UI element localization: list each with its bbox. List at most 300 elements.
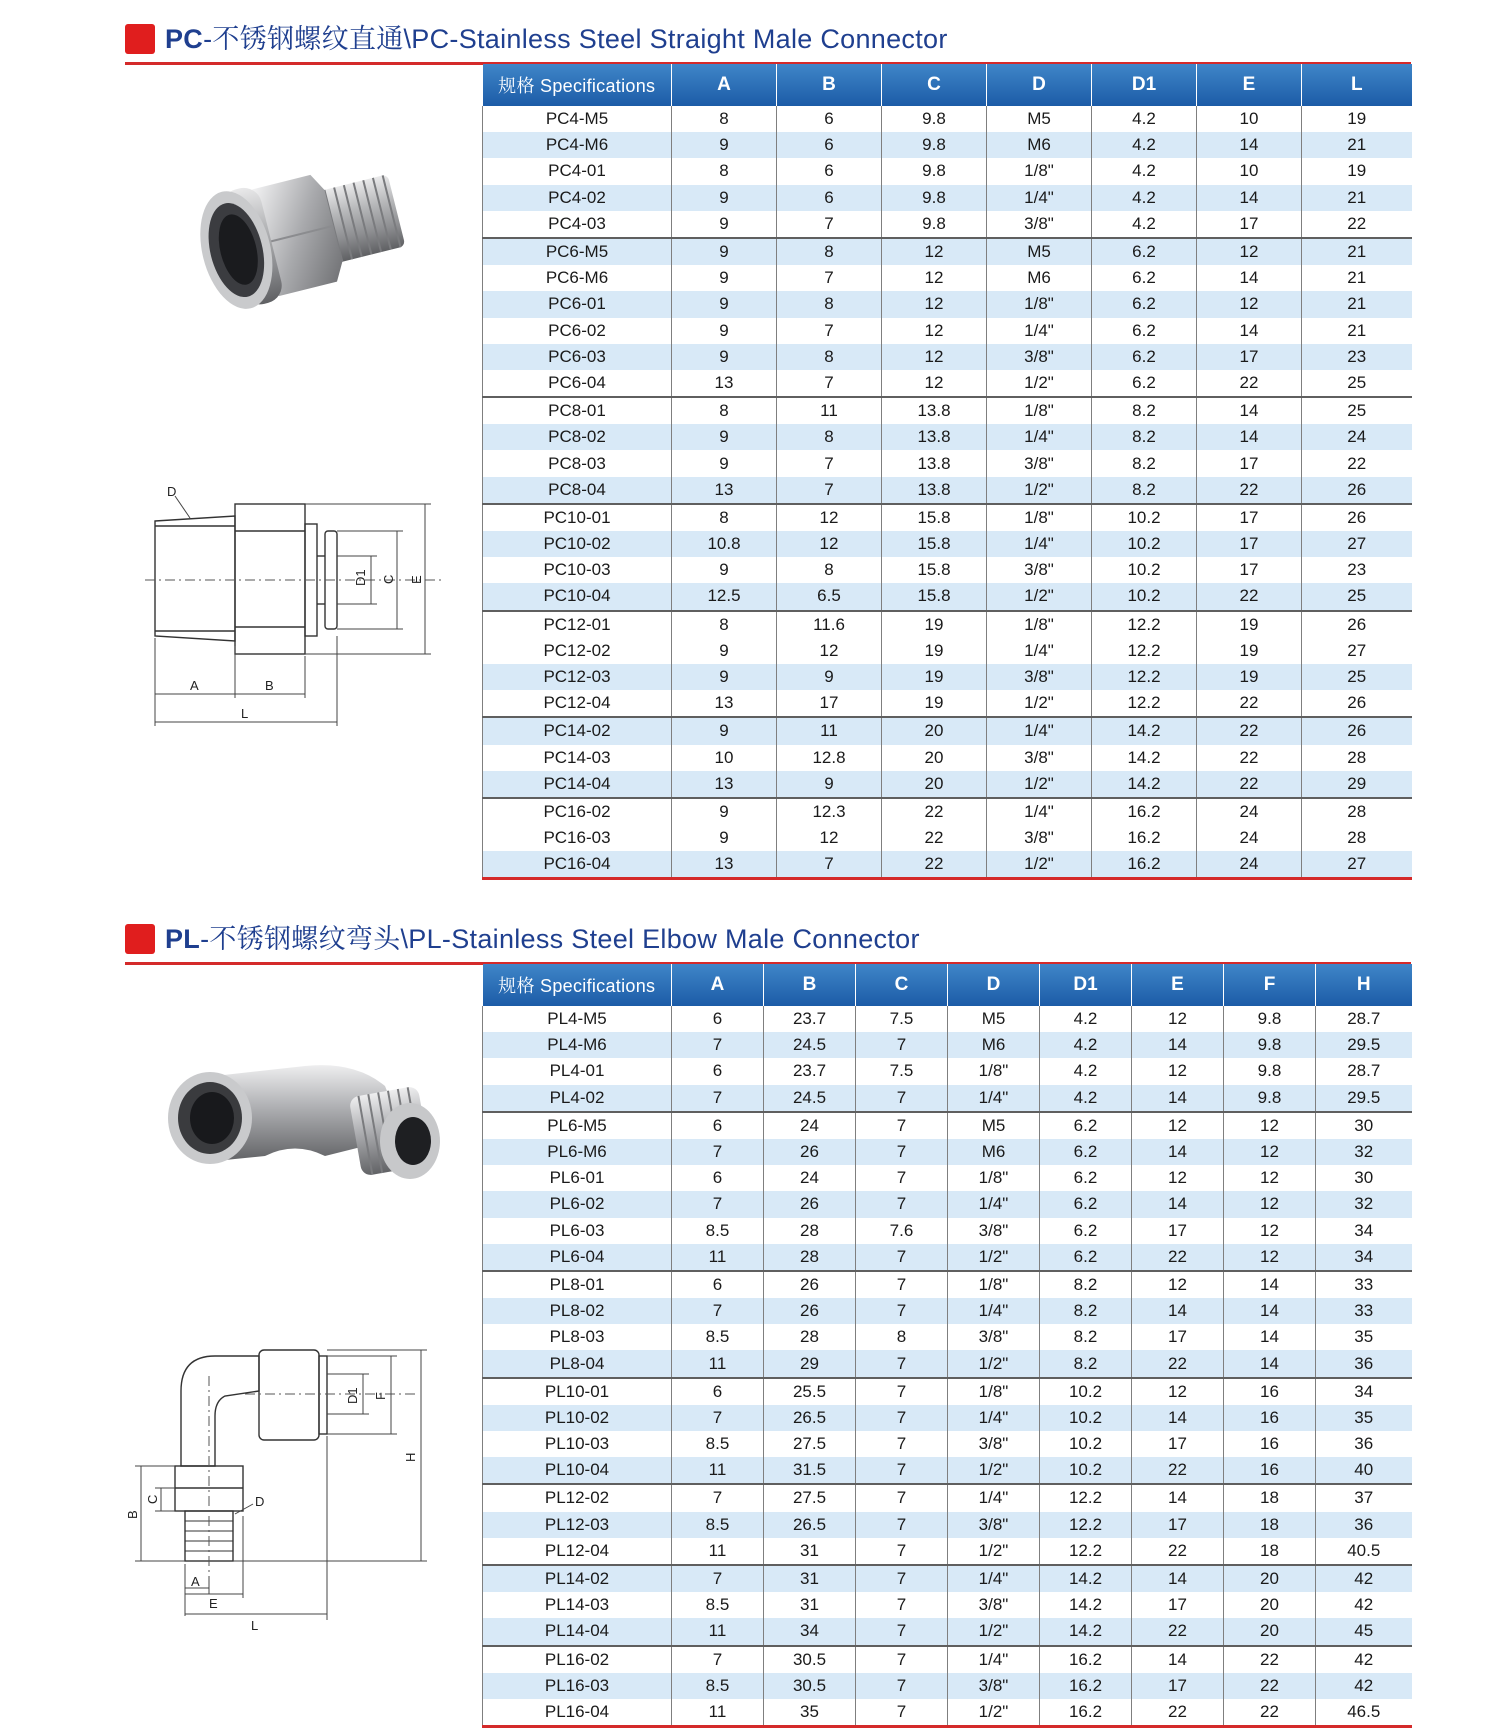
value-cell: 7	[672, 1405, 764, 1431]
pl-dim-label-d1: D1	[345, 1387, 360, 1404]
value-cell: 42	[1316, 1592, 1412, 1618]
value-cell: 9	[672, 132, 777, 158]
value-cell: 15.8	[882, 557, 987, 583]
model-cell: PC14-02	[483, 717, 672, 744]
value-cell: 22	[882, 798, 987, 825]
value-cell: 24.5	[764, 1085, 856, 1112]
value-cell: 21	[1302, 132, 1412, 158]
section-marker-icon	[125, 24, 155, 54]
value-cell: 20	[1224, 1592, 1316, 1618]
value-cell: 28	[764, 1218, 856, 1244]
value-cell: 30	[1316, 1112, 1412, 1139]
value-cell: 7	[777, 318, 882, 344]
value-cell: 12	[1132, 1165, 1224, 1191]
value-cell: M6	[948, 1139, 1040, 1165]
model-cell: PL16-04	[483, 1699, 672, 1727]
table-row	[483, 1618, 1412, 1645]
column-header-a: A	[672, 64, 777, 106]
pc-product-photo	[185, 156, 425, 316]
table-row	[483, 798, 1412, 825]
model-cell: PC10-01	[483, 504, 672, 531]
value-cell: 40	[1316, 1457, 1412, 1484]
value-cell: 22	[1197, 690, 1302, 717]
value-cell: 28.7	[1316, 1006, 1412, 1032]
value-cell: 7	[777, 477, 882, 504]
table-row	[483, 611, 1412, 638]
value-cell: 12	[1132, 1058, 1224, 1084]
value-cell: 17	[1132, 1218, 1224, 1244]
value-cell: 23.7	[764, 1006, 856, 1032]
value-cell: 42	[1316, 1673, 1412, 1699]
value-cell: M5	[987, 106, 1092, 132]
value-cell: 14	[1132, 1298, 1224, 1324]
model-cell: PL6-03	[483, 1218, 672, 1244]
column-header-spec: 规格 Specifications	[483, 964, 672, 1006]
value-cell: 19	[1302, 106, 1412, 132]
model-cell: PL4-M6	[483, 1032, 672, 1058]
column-header-d1: D1	[1040, 964, 1132, 1006]
value-cell: 7	[856, 1565, 948, 1592]
value-cell: 7	[672, 1191, 764, 1217]
value-cell: 1/4"	[987, 717, 1092, 744]
value-cell: 9	[672, 450, 777, 476]
pl-dim-label-e: E	[209, 1596, 218, 1611]
value-cell: 30	[1316, 1165, 1412, 1191]
value-cell: 6	[777, 132, 882, 158]
value-cell: 7	[672, 1139, 764, 1165]
value-cell: 7	[856, 1484, 948, 1511]
value-cell: 6	[672, 1378, 764, 1405]
table-row	[483, 825, 1412, 851]
column-header-h: H	[1316, 964, 1412, 1006]
value-cell: 12	[1132, 1378, 1224, 1405]
value-cell: 17	[1197, 344, 1302, 370]
model-cell: PC4-M5	[483, 106, 672, 132]
value-cell: 9	[777, 664, 882, 690]
value-cell: 4.2	[1092, 185, 1197, 211]
table-row	[483, 504, 1412, 531]
value-cell: 1/4"	[948, 1298, 1040, 1324]
pc-dim-label-d: D	[167, 484, 177, 499]
value-cell: 12	[777, 825, 882, 851]
value-cell: 6.2	[1040, 1191, 1132, 1217]
value-cell: 34	[1316, 1244, 1412, 1271]
value-cell: 1/8"	[987, 611, 1092, 638]
value-cell: 10.2	[1092, 557, 1197, 583]
pl-dim-label-h: H	[403, 1452, 418, 1462]
pl-section-header	[125, 918, 1411, 958]
table-row	[483, 477, 1412, 504]
value-cell: 6.2	[1092, 318, 1197, 344]
pc-title-text: -不锈钢螺纹直通\PC-Stainless Steel Straight Male Connector	[203, 24, 948, 54]
value-cell: 13	[672, 690, 777, 717]
model-cell: PC8-04	[483, 477, 672, 504]
value-cell: 42	[1316, 1565, 1412, 1592]
pl-table-body	[483, 1006, 1412, 1727]
value-cell: 22	[1224, 1673, 1316, 1699]
value-cell: 26.5	[764, 1512, 856, 1538]
value-cell: 25	[1302, 583, 1412, 610]
model-cell: PL6-M5	[483, 1112, 672, 1139]
value-cell: 28	[1302, 745, 1412, 771]
value-cell: 7	[777, 370, 882, 397]
model-cell: PC10-02	[483, 531, 672, 557]
pl-dimension-drawing	[125, 1336, 465, 1636]
value-cell: 8.2	[1040, 1350, 1132, 1377]
model-cell: PL6-04	[483, 1244, 672, 1271]
model-cell: PC6-02	[483, 318, 672, 344]
value-cell: 8.5	[672, 1324, 764, 1350]
table-row	[483, 397, 1412, 424]
table-row	[483, 1244, 1412, 1271]
value-cell: 34	[1316, 1378, 1412, 1405]
value-cell: 24	[1197, 798, 1302, 825]
pl-dim-label-a: A	[191, 1574, 200, 1589]
value-cell: 46.5	[1316, 1699, 1412, 1727]
column-header-spec: 规格 Specifications	[483, 64, 672, 106]
value-cell: 4.2	[1040, 1058, 1132, 1084]
column-header-d1: D1	[1092, 64, 1197, 106]
model-cell: PL14-02	[483, 1565, 672, 1592]
value-cell: 21	[1302, 185, 1412, 211]
value-cell: 7	[856, 1165, 948, 1191]
value-cell: 6.2	[1092, 344, 1197, 370]
value-cell: 6.2	[1040, 1165, 1132, 1191]
value-cell: 26	[1302, 611, 1412, 638]
value-cell: 22	[1132, 1618, 1224, 1645]
value-cell: 14	[1197, 397, 1302, 424]
value-cell: 12	[1224, 1165, 1316, 1191]
value-cell: 18	[1224, 1512, 1316, 1538]
value-cell: 23	[1302, 344, 1412, 370]
value-cell: 1/4"	[987, 638, 1092, 664]
value-cell: 9.8	[1224, 1058, 1316, 1084]
value-cell: 22	[882, 825, 987, 851]
value-cell: 12	[1197, 238, 1302, 265]
value-cell: 16	[1224, 1405, 1316, 1431]
pc-table-header	[483, 64, 1412, 106]
value-cell: 7	[856, 1618, 948, 1645]
pl-section	[125, 918, 1411, 1721]
value-cell: 9	[672, 291, 777, 317]
model-cell: PC12-04	[483, 690, 672, 717]
model-cell: PC12-03	[483, 664, 672, 690]
value-cell: 22	[1132, 1538, 1224, 1565]
value-cell: 9.8	[882, 132, 987, 158]
table-row	[483, 531, 1412, 557]
column-header-c: C	[856, 964, 948, 1006]
value-cell: 7	[856, 1298, 948, 1324]
value-cell: 7	[856, 1085, 948, 1112]
value-cell: 19	[882, 664, 987, 690]
value-cell: 20	[1224, 1618, 1316, 1645]
table-row	[483, 1431, 1412, 1457]
table-row	[483, 1646, 1412, 1673]
value-cell: 17	[1132, 1431, 1224, 1457]
value-cell: 22	[1132, 1699, 1224, 1727]
value-cell: 6	[672, 1058, 764, 1084]
value-cell: 7	[672, 1298, 764, 1324]
value-cell: 11.6	[777, 611, 882, 638]
value-cell: 1/8"	[948, 1165, 1040, 1191]
model-cell: PL14-03	[483, 1592, 672, 1618]
value-cell: 9	[777, 771, 882, 798]
value-cell: 12	[882, 265, 987, 291]
model-cell: PL4-M5	[483, 1006, 672, 1032]
table-row	[483, 318, 1412, 344]
value-cell: 19	[1302, 158, 1412, 184]
value-cell: 12	[777, 638, 882, 664]
value-cell: 14	[1197, 318, 1302, 344]
value-cell: 7	[672, 1646, 764, 1673]
value-cell: 10.2	[1040, 1405, 1132, 1431]
value-cell: 7	[856, 1350, 948, 1377]
value-cell: 11	[777, 397, 882, 424]
value-cell: 33	[1316, 1271, 1412, 1298]
column-header-e: E	[1197, 64, 1302, 106]
model-cell: PC12-01	[483, 611, 672, 638]
value-cell: M5	[948, 1112, 1040, 1139]
value-cell: 12.2	[1092, 611, 1197, 638]
model-cell: PL16-02	[483, 1646, 672, 1673]
pl-title-text: -不锈钢螺纹弯头\PL-Stainless Steel Elbow Male Connector	[200, 924, 920, 954]
value-cell: 12.3	[777, 798, 882, 825]
table-row	[483, 1538, 1412, 1565]
value-cell: 11	[672, 1538, 764, 1565]
value-cell: 9.8	[1224, 1032, 1316, 1058]
value-cell: 9	[672, 664, 777, 690]
value-cell: 15.8	[882, 504, 987, 531]
value-cell: 19	[1197, 664, 1302, 690]
pc-section	[125, 18, 1411, 878]
value-cell: 28.7	[1316, 1058, 1412, 1084]
value-cell: 1/2"	[948, 1618, 1040, 1645]
value-cell: 16.2	[1040, 1699, 1132, 1727]
pc-dim-label-b: B	[265, 678, 274, 693]
value-cell: 1/2"	[948, 1244, 1040, 1271]
value-cell: 4.2	[1040, 1032, 1132, 1058]
value-cell: 3/8"	[948, 1592, 1040, 1618]
value-cell: 7	[856, 1512, 948, 1538]
value-cell: 22	[1302, 450, 1412, 476]
value-cell: 27	[1302, 638, 1412, 664]
value-cell: 16	[1224, 1378, 1316, 1405]
value-cell: 31	[764, 1592, 856, 1618]
column-header-b: B	[764, 964, 856, 1006]
value-cell: 1/4"	[948, 1191, 1040, 1217]
value-cell: 7	[856, 1699, 948, 1727]
table-row	[483, 238, 1412, 265]
value-cell: 25.5	[764, 1378, 856, 1405]
value-cell: 22	[882, 851, 987, 879]
pl-illustrations	[125, 966, 481, 1716]
value-cell: 3/8"	[987, 557, 1092, 583]
model-cell: PC4-01	[483, 158, 672, 184]
value-cell: 8.5	[672, 1431, 764, 1457]
value-cell: 31	[764, 1538, 856, 1565]
table-row	[483, 557, 1412, 583]
table-row	[483, 291, 1412, 317]
value-cell: 19	[882, 690, 987, 717]
value-cell: 22	[1132, 1457, 1224, 1484]
value-cell: 12.8	[777, 745, 882, 771]
value-cell: 12	[882, 291, 987, 317]
value-cell: 8.5	[672, 1512, 764, 1538]
value-cell: 8.2	[1040, 1324, 1132, 1350]
table-row	[483, 1058, 1412, 1084]
value-cell: 1/2"	[987, 370, 1092, 397]
value-cell: 1/4"	[987, 424, 1092, 450]
value-cell: 14.2	[1040, 1565, 1132, 1592]
value-cell: M5	[948, 1006, 1040, 1032]
value-cell: 9	[672, 238, 777, 265]
table-row	[483, 211, 1412, 238]
table-row	[483, 1350, 1412, 1377]
model-cell: PC4-03	[483, 211, 672, 238]
value-cell: 18	[1224, 1538, 1316, 1565]
value-cell: 10	[672, 745, 777, 771]
value-cell: 24	[1197, 825, 1302, 851]
value-cell: 24	[1197, 851, 1302, 879]
value-cell: 12	[1197, 291, 1302, 317]
model-cell: PC14-03	[483, 745, 672, 771]
value-cell: 1/2"	[987, 477, 1092, 504]
value-cell: 7	[856, 1538, 948, 1565]
value-cell: 7	[856, 1191, 948, 1217]
value-cell: 7	[777, 265, 882, 291]
pl-section-title	[165, 922, 920, 956]
section-marker-icon	[125, 924, 155, 954]
value-cell: 19	[1197, 611, 1302, 638]
value-cell: 42	[1316, 1646, 1412, 1673]
value-cell: 3/8"	[987, 745, 1092, 771]
value-cell: 14	[1224, 1324, 1316, 1350]
value-cell: 1/4"	[948, 1646, 1040, 1673]
value-cell: 16.2	[1040, 1673, 1132, 1699]
value-cell: 6	[777, 158, 882, 184]
value-cell: 9.8	[1224, 1085, 1316, 1112]
table-row	[483, 771, 1412, 798]
value-cell: 7	[856, 1139, 948, 1165]
model-cell: PC16-03	[483, 825, 672, 851]
value-cell: 21	[1302, 318, 1412, 344]
value-cell: 12	[777, 531, 882, 557]
value-cell: 1/4"	[948, 1484, 1040, 1511]
value-cell: 17	[777, 690, 882, 717]
value-cell: 17	[1197, 211, 1302, 238]
value-cell: 8.5	[672, 1592, 764, 1618]
pc-dim-label-l: L	[241, 706, 249, 721]
value-cell: 11	[672, 1244, 764, 1271]
value-cell: 12	[882, 318, 987, 344]
value-cell: 4.2	[1092, 132, 1197, 158]
value-cell: 9.8	[882, 211, 987, 238]
value-cell: 6	[672, 1112, 764, 1139]
model-cell: PL10-04	[483, 1457, 672, 1484]
model-cell: PL6-M6	[483, 1139, 672, 1165]
value-cell: 10.2	[1092, 583, 1197, 610]
value-cell: 1/2"	[948, 1457, 1040, 1484]
table-row	[483, 1032, 1412, 1058]
value-cell: 22	[1197, 583, 1302, 610]
value-cell: 7.5	[856, 1006, 948, 1032]
value-cell: 24	[764, 1165, 856, 1191]
value-cell: 22	[1197, 717, 1302, 744]
table-row	[483, 1673, 1412, 1699]
value-cell: 3/8"	[948, 1673, 1040, 1699]
value-cell: 11	[672, 1618, 764, 1645]
value-cell: 15.8	[882, 583, 987, 610]
value-cell: 14	[1224, 1350, 1316, 1377]
value-cell: 25	[1302, 664, 1412, 690]
value-cell: 26	[1302, 504, 1412, 531]
value-cell: 26	[764, 1271, 856, 1298]
value-cell: 27.5	[764, 1484, 856, 1511]
table-row	[483, 1457, 1412, 1484]
value-cell: 28	[764, 1244, 856, 1271]
model-cell: PC6-01	[483, 291, 672, 317]
value-cell: 7	[856, 1112, 948, 1139]
value-cell: 3/8"	[948, 1218, 1040, 1244]
value-cell: 7	[856, 1673, 948, 1699]
value-cell: 26.5	[764, 1405, 856, 1431]
pl-dim-label-l: L	[251, 1618, 259, 1633]
value-cell: 6.2	[1040, 1244, 1132, 1271]
value-cell: 26	[764, 1139, 856, 1165]
value-cell: 8	[777, 238, 882, 265]
value-cell: 8.2	[1092, 424, 1197, 450]
value-cell: 22	[1302, 211, 1412, 238]
value-cell: 22	[1132, 1350, 1224, 1377]
value-cell: 12	[1224, 1218, 1316, 1244]
value-cell: 9	[672, 211, 777, 238]
table-row	[483, 1271, 1412, 1298]
value-cell: 16	[1224, 1431, 1316, 1457]
value-cell: 3/8"	[948, 1324, 1040, 1350]
value-cell: 12	[1224, 1191, 1316, 1217]
value-cell: 1/2"	[987, 851, 1092, 879]
value-cell: 4.2	[1040, 1006, 1132, 1032]
value-cell: 26	[1302, 690, 1412, 717]
value-cell: 3/8"	[987, 664, 1092, 690]
value-cell: 10	[1197, 106, 1302, 132]
value-cell: 7	[777, 211, 882, 238]
value-cell: 12	[882, 370, 987, 397]
table-row	[483, 1112, 1412, 1139]
value-cell: 7	[856, 1271, 948, 1298]
value-cell: 8.2	[1092, 477, 1197, 504]
value-cell: 9	[672, 265, 777, 291]
value-cell: 1/8"	[987, 504, 1092, 531]
value-cell: 34	[1316, 1218, 1412, 1244]
value-cell: 30.5	[764, 1646, 856, 1673]
value-cell: 27	[1302, 531, 1412, 557]
value-cell: 17	[1132, 1512, 1224, 1538]
value-cell: 31.5	[764, 1457, 856, 1484]
value-cell: 7	[856, 1244, 948, 1271]
value-cell: 9.8	[882, 158, 987, 184]
value-cell: 8	[672, 158, 777, 184]
value-cell: 3/8"	[987, 211, 1092, 238]
value-cell: 14	[1132, 1565, 1224, 1592]
pc-illustrations	[125, 66, 481, 876]
value-cell: 32	[1316, 1139, 1412, 1165]
value-cell: 14.2	[1092, 771, 1197, 798]
value-cell: 3/8"	[987, 825, 1092, 851]
value-cell: 26	[764, 1298, 856, 1324]
value-cell: 13.8	[882, 477, 987, 504]
value-cell: 8.2	[1040, 1271, 1132, 1298]
